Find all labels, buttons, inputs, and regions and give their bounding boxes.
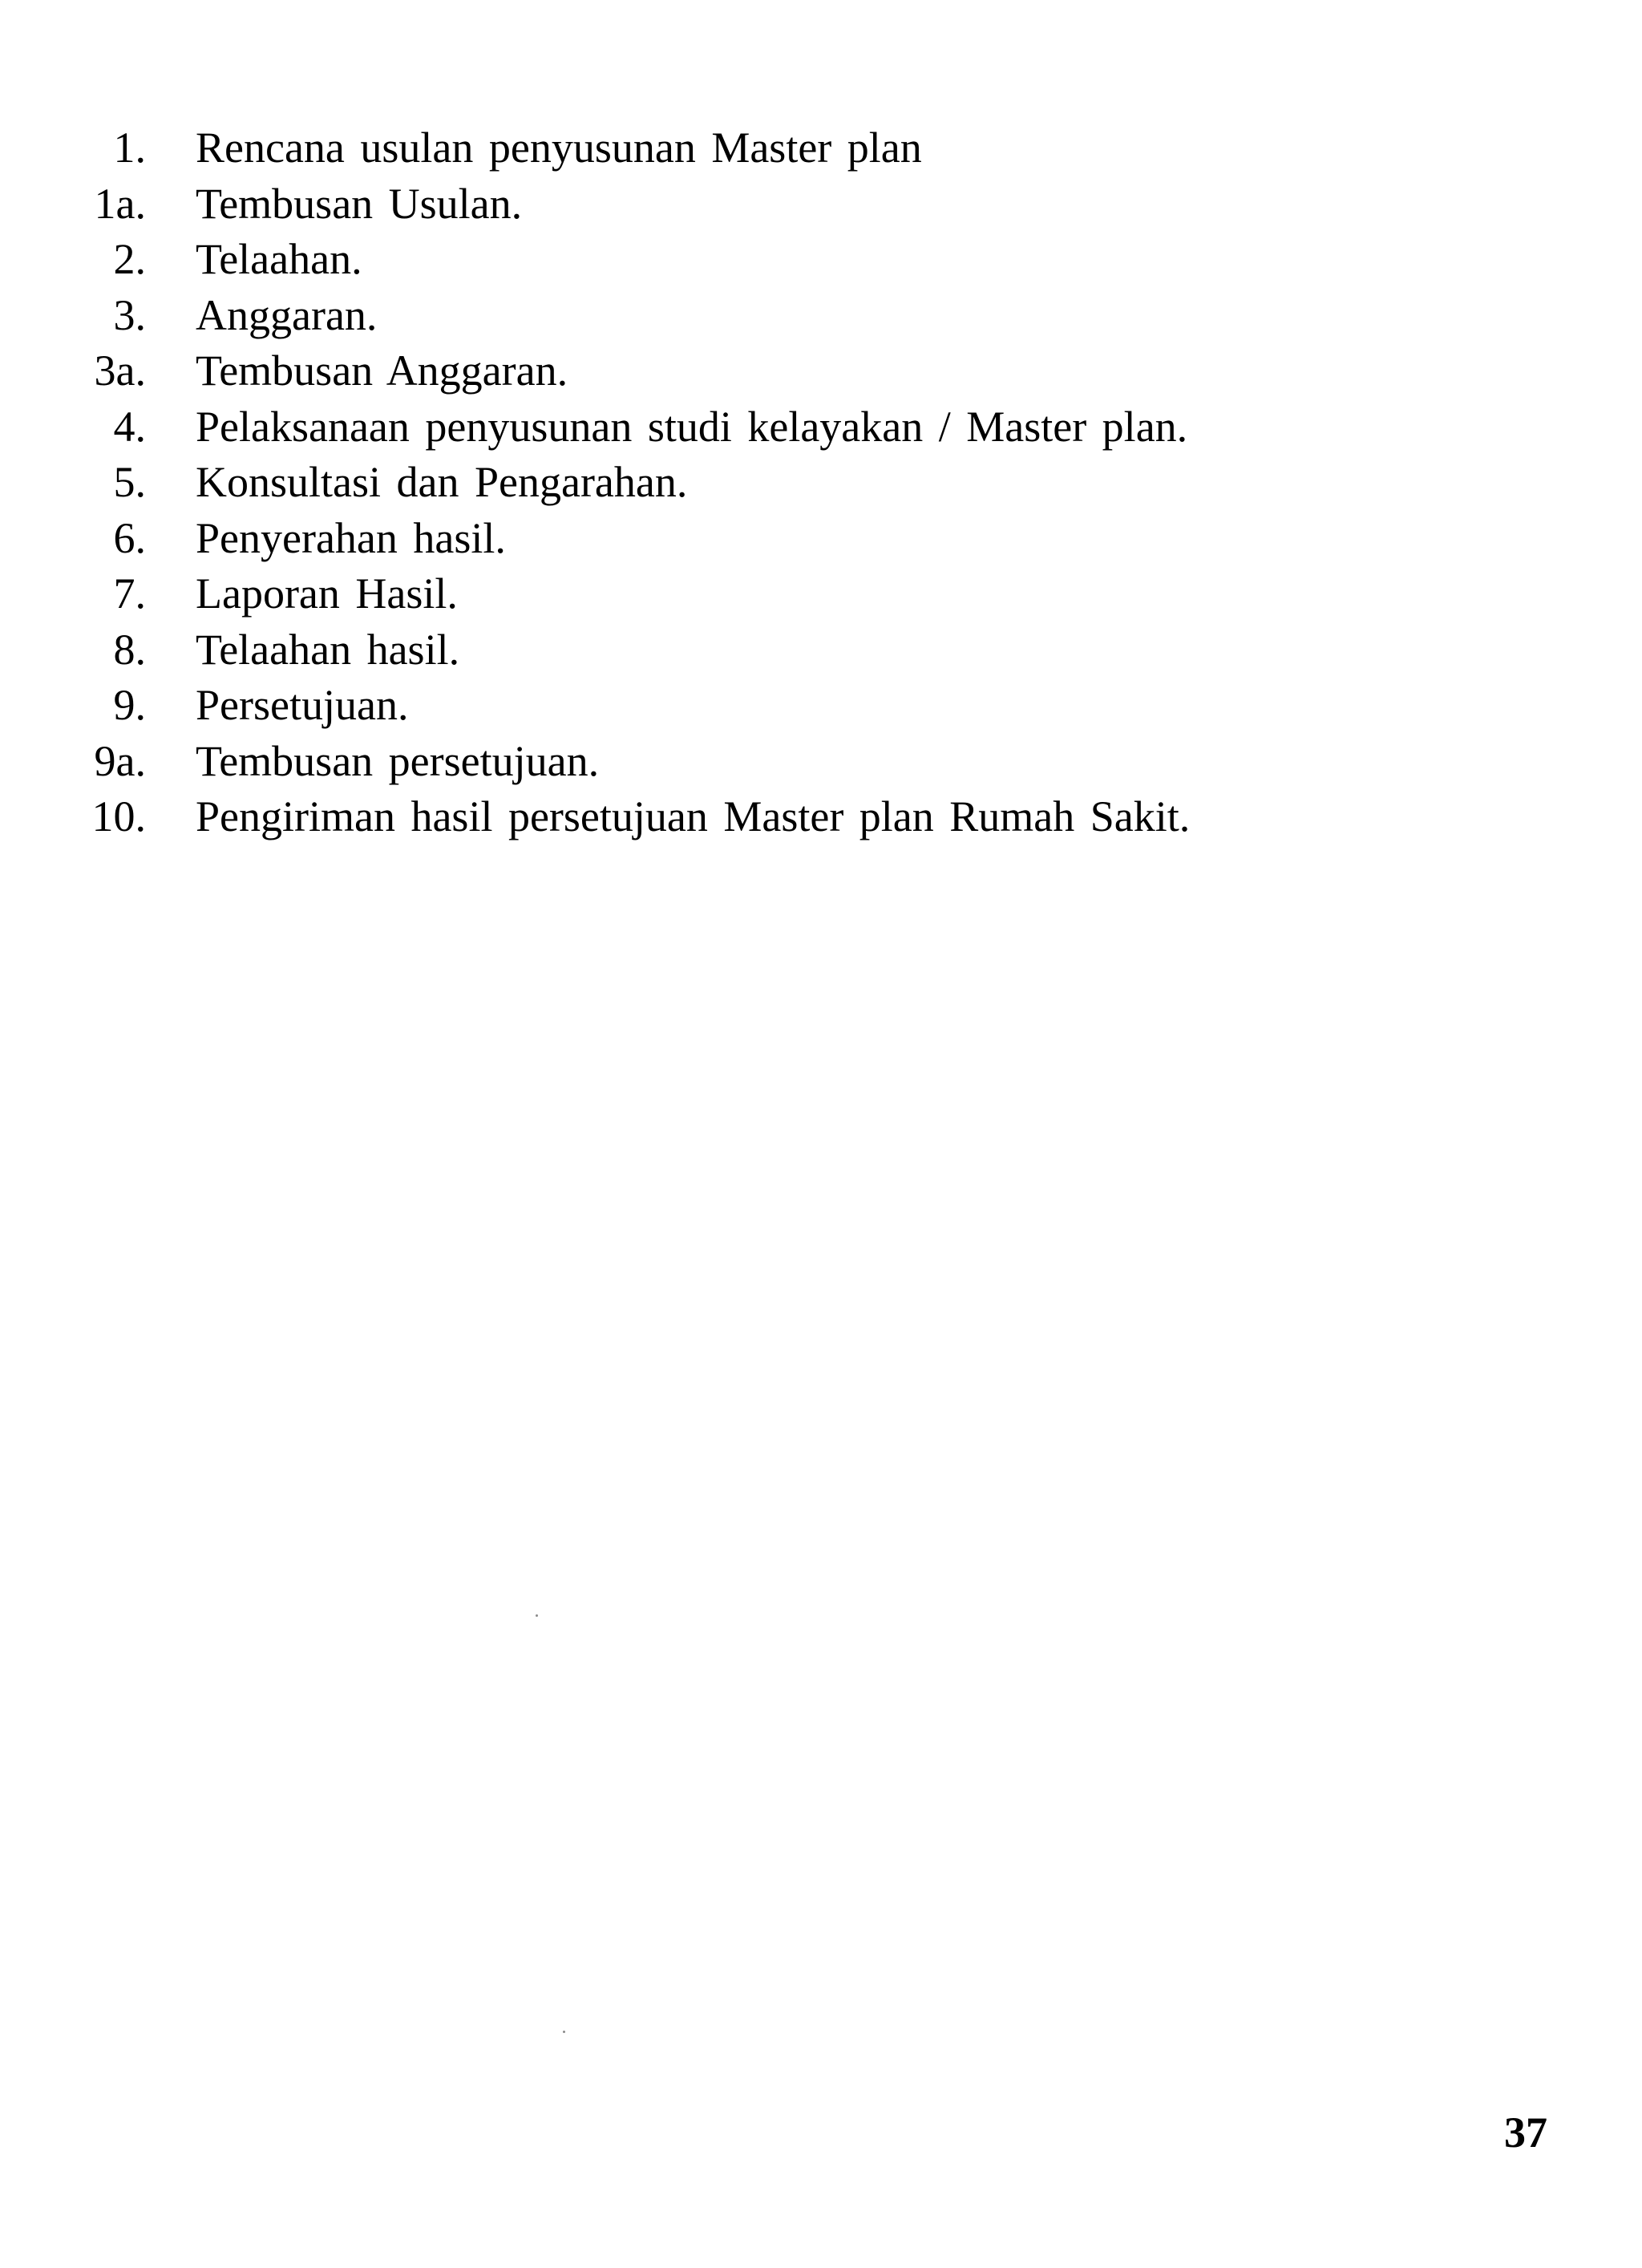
step-list xyxy=(48,120,1411,845)
list-item-number: 8. xyxy=(113,625,146,674)
list-item-number: 3a. xyxy=(94,346,146,395)
list-item-text: Telaahan hasil. xyxy=(196,625,460,674)
list-item xyxy=(48,288,1411,344)
list-item-text: Konsultasi dan Pengarahan. xyxy=(196,458,688,506)
list-item xyxy=(48,566,1411,622)
list-item-number: 9a. xyxy=(94,736,146,785)
list-item xyxy=(48,399,1411,456)
scan-speck xyxy=(536,1614,538,1617)
list-item-text: Tembusan Anggaran. xyxy=(196,346,568,395)
list-item-text: Laporan Hasil. xyxy=(196,569,458,618)
list-item xyxy=(48,455,1411,511)
list-item-number: 9. xyxy=(113,681,146,729)
list-item-number: 5. xyxy=(113,458,146,506)
scan-speck xyxy=(563,2031,565,2033)
list-item-text: Telaahan. xyxy=(196,235,362,283)
list-item-number: 1a. xyxy=(94,179,146,228)
list-item-number: 1. xyxy=(113,124,146,172)
list-item xyxy=(48,734,1411,790)
list-item xyxy=(48,343,1411,399)
list-item-text: Tembusan persetujuan. xyxy=(196,736,600,785)
list-item xyxy=(48,232,1411,288)
list-item-number: 3. xyxy=(113,290,146,339)
list-item-text: Tembusan Usulan. xyxy=(196,179,523,228)
list-item xyxy=(48,678,1411,734)
list-item-text: Penyerahan hasil. xyxy=(196,513,506,562)
page-number: 37 xyxy=(1504,2108,1547,2157)
list-item-text: Persetujuan. xyxy=(196,681,409,729)
list-item xyxy=(48,176,1411,233)
list-item xyxy=(48,622,1411,678)
list-item-text: Rencana usulan penyusunan Master plan xyxy=(196,124,922,172)
list-item-number: 2. xyxy=(113,235,146,283)
list-item-number: 6. xyxy=(113,513,146,562)
list-item-number: 10. xyxy=(91,792,146,840)
list-item-text: Anggaran. xyxy=(196,290,378,339)
list-item xyxy=(48,511,1411,567)
list-item-text: Pelaksanaan penyusunan studi kelayakan / Master plan. xyxy=(196,402,1188,451)
list-item xyxy=(48,789,1411,845)
list-item xyxy=(48,120,1411,176)
list-item-text: Pengiriman hasil persetujuan Master plan Rumah Sakit. xyxy=(196,792,1191,840)
list-item-number: 4. xyxy=(113,402,146,451)
list-item-number: 7. xyxy=(113,569,146,618)
